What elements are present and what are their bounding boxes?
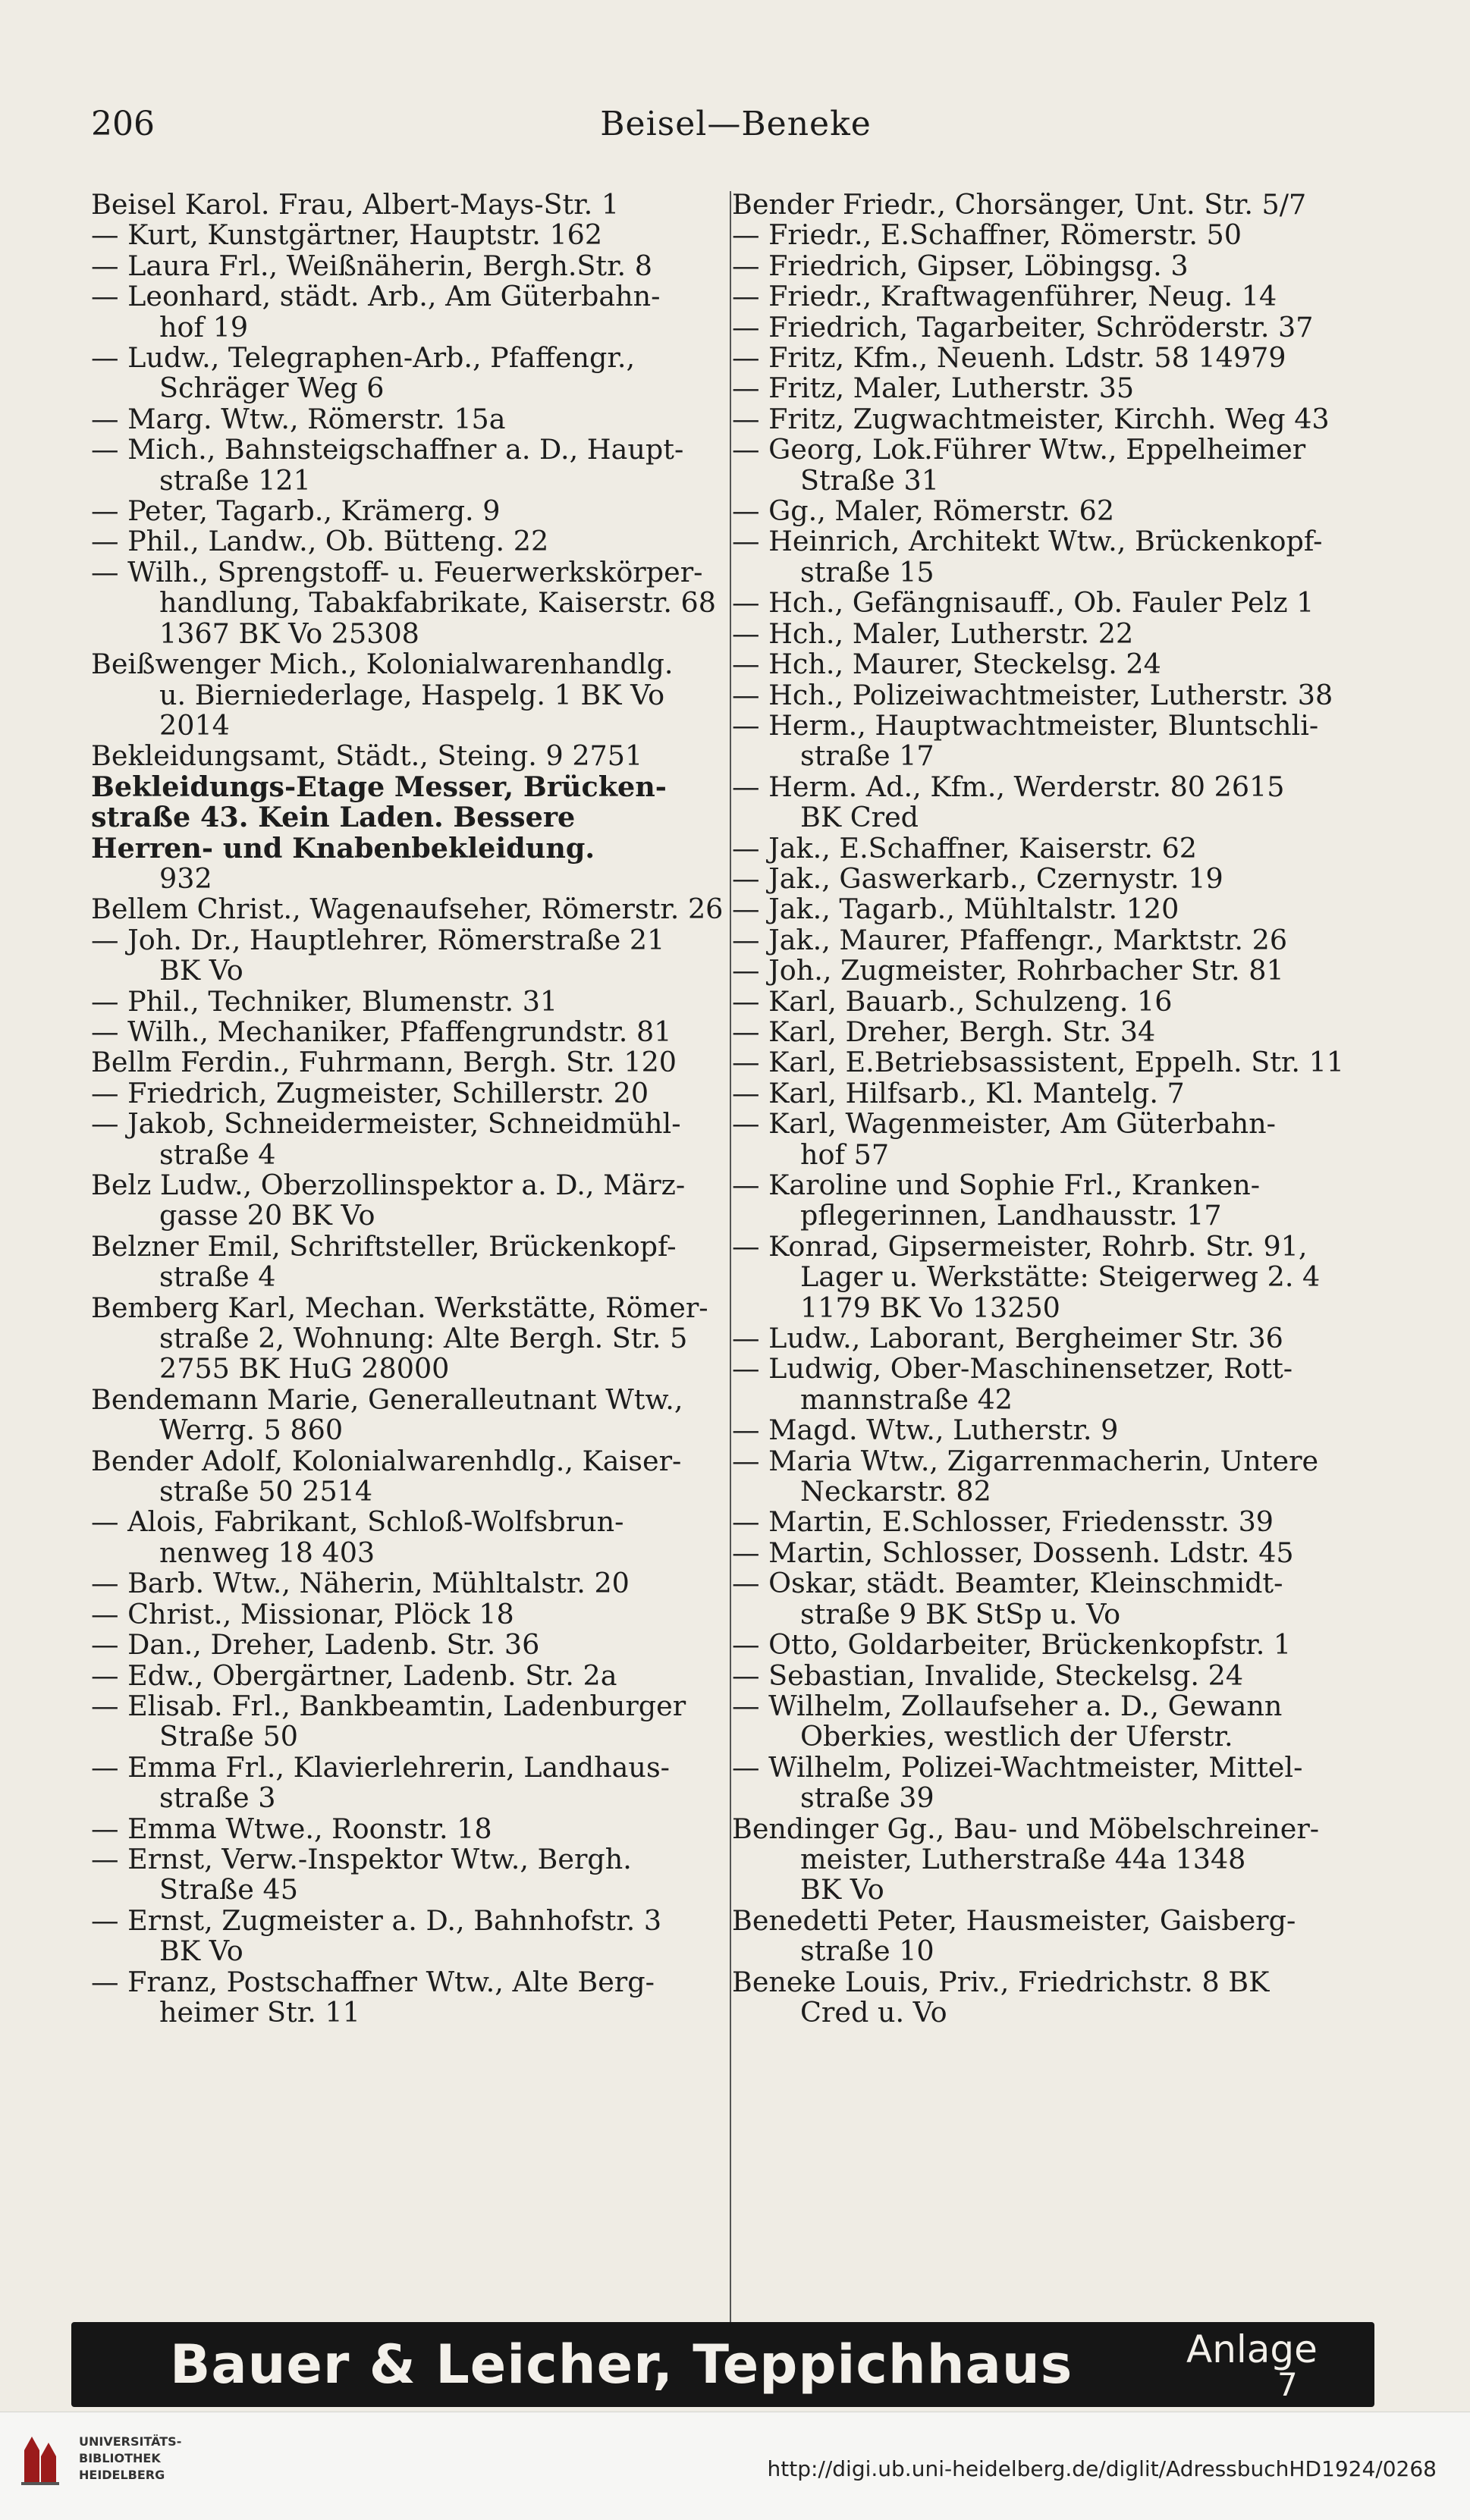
directory-entry: — Marg. Wtw., Römerstr. 15a	[91, 403, 506, 435]
banner-anlage-number: 7	[1277, 2366, 1298, 2403]
left-column	[91, 190, 736, 2028]
directory-entry: Straße 50	[159, 1721, 298, 1753]
page-number: 206	[91, 105, 155, 143]
directory-entry: — Ernst, Verw.-Inspektor Wtw., Bergh.	[91, 1844, 632, 1875]
directory-entry: — Oskar, städt. Beamter, Kleinschmidt-	[732, 1568, 1283, 1599]
directory-entry: — Phil., Landw., Ob. Bütteng. 22	[91, 526, 549, 557]
directory-entry: pflegerinnen, Landhausstr. 17	[800, 1200, 1222, 1232]
directory-entry: mannstraße 42	[800, 1384, 1013, 1416]
directory-entry: straße 15	[800, 557, 934, 588]
directory-entry: — Hch., Gefängnisauff., Ob. Fauler Pelz 1	[732, 588, 1315, 619]
directory-entry: 1179 BK Vo 13250	[800, 1292, 1060, 1324]
directory-entry: heimer Str. 11	[159, 1997, 360, 2029]
directory-entry: — Jak., Gaswerkarb., Czernystr. 19	[732, 863, 1223, 895]
directory-entry: Bendemann Marie, Generalleutnant Wtw.,	[91, 1384, 683, 1416]
directory-entry: — Franz, Postschaffner Wtw., Alte Berg-	[91, 1966, 655, 1997]
logo-line: HEIDELBERG	[79, 2468, 165, 2482]
directory-entry: — Fritz, Kfm., Neuenh. Ldstr. 58 14979	[732, 343, 1286, 374]
directory-entry: — Wilhelm, Polizei-Wachtmeister, Mittel-	[732, 1752, 1303, 1784]
directory-entry: — Elisab. Frl., Bankbeamtin, Ladenburger	[91, 1690, 686, 1722]
directory-entry: Beisel Karol. Frau, Albert-Mays-Str. 1	[91, 190, 620, 221]
directory-entry: — Karl, Wagenmeister, Am Güterbahn-	[732, 1109, 1276, 1140]
directory-entry: Bekleidungsamt, Städt., Steing. 9 2751	[91, 741, 643, 772]
directory-entry: Belz Ludw., Oberzollinspektor a. D., März-	[91, 1170, 686, 1201]
directory-entry: Lager u. Werkstätte: Steigerweg 2. 4	[800, 1262, 1321, 1293]
directory-entry: — Emma Wtwe., Roonstr. 18	[91, 1813, 492, 1844]
directory-entry: — Peter, Tagarb., Krämerg. 9	[91, 496, 501, 527]
banner-text: Bauer & Leicher, Teppichhaus	[170, 2333, 1073, 2396]
directory-entry: — Ludw., Laborant, Bergheimer Str. 36	[732, 1323, 1283, 1354]
directory-entry: — Friedrich, Gipser, Löbingsg. 3	[732, 250, 1189, 282]
university-library-logo-icon	[17, 2429, 62, 2490]
directory-entry: Straße 31	[800, 465, 939, 497]
directory-entry: — Karl, Dreher, Bergh. Str. 34	[732, 1016, 1156, 1048]
directory-entry: handlung, Tabakfabrikate, Kaiserstr. 68	[159, 588, 716, 619]
directory-entry: gasse 20 BK Vo	[159, 1200, 375, 1232]
page-header	[91, 105, 1380, 158]
directory-entry: — Alois, Fabrikant, Schloß-Wolfsbrun-	[91, 1507, 624, 1538]
banner-anlage-label: Anlage	[1186, 2327, 1318, 2371]
column-divider	[730, 191, 731, 2330]
directory-entry: Werrg. 5 860	[159, 1415, 344, 1446]
directory-entry: BK Vo	[800, 1875, 884, 1906]
directory-entry: straße 2, Wohnung: Alte Bergh. Str. 5	[159, 1323, 688, 1354]
directory-entry: — Magd. Wtw., Lutherstr. 9	[732, 1415, 1119, 1446]
directory-entry: straße 50 2514	[159, 1477, 373, 1508]
directory-entry: straße 121	[159, 465, 311, 497]
directory-entry: — Hch., Maler, Lutherstr. 22	[732, 618, 1134, 650]
directory-entry: — Jak., Maurer, Pfaffengr., Marktstr. 26	[732, 924, 1288, 956]
directory-entry: — Leonhard, städt. Arb., Am Güterbahn-	[91, 281, 661, 312]
directory-entry: BK Vo	[159, 1936, 243, 1967]
directory-entry: straße 10	[800, 1936, 934, 1967]
directory-entry: — Friedrich, Tagarbeiter, Schröderstr. 37	[732, 312, 1314, 344]
directory-entry: — Edw., Obergärtner, Ladenb. Str. 2a	[91, 1660, 617, 1691]
directory-entry: Bellm Ferdin., Fuhrmann, Bergh. Str. 120	[91, 1047, 677, 1078]
directory-entry: — Karl, E.Betriebsassistent, Eppelh. Str. 11	[732, 1047, 1345, 1078]
directory-entry: 2755 BK HuG 28000	[159, 1354, 450, 1385]
directory-entry: — Martin, Schlosser, Dossenh. Ldstr. 45	[732, 1537, 1294, 1569]
directory-entry: Straße 45	[159, 1875, 298, 1906]
directory-entry: — Georg, Lok.Führer Wtw., Eppelheimer	[732, 435, 1306, 466]
directory-entry: — Hch., Maurer, Steckelsg. 24	[732, 649, 1161, 680]
directory-entry: — Joh. Dr., Hauptlehrer, Römerstraße 21	[91, 924, 665, 956]
directory-entry: Herren- und Knabenbekleidung.	[91, 833, 595, 864]
directory-entry: — Friedrich, Zugmeister, Schillerstr. 20	[91, 1078, 649, 1109]
right-column	[732, 190, 1377, 2028]
directory-entry: 2014	[159, 710, 230, 742]
directory-entry: Bemberg Karl, Mechan. Werkstätte, Römer-	[91, 1292, 708, 1324]
directory-entry: straße 9 BK StSp u. Vo	[800, 1599, 1121, 1630]
directory-entry: — Barb. Wtw., Näherin, Mühltalstr. 20	[91, 1568, 630, 1599]
directory-entry: — Sebastian, Invalide, Steckelsg. 24	[732, 1660, 1244, 1691]
directory-entry: — Dan., Dreher, Ladenb. Str. 36	[91, 1630, 540, 1661]
directory-entry: BK Cred	[800, 802, 919, 833]
directory-entry: — Gg., Maler, Römerstr. 62	[732, 496, 1115, 527]
directory-entry: — Karl, Bauarb., Schulzeng. 16	[732, 986, 1173, 1017]
directory-entry: — Jakob, Schneidermeister, Schneidmühl-	[91, 1109, 681, 1140]
viewer-footer	[0, 2412, 1470, 2520]
directory-entry: — Wilh., Mechaniker, Pfaffengrundstr. 81	[91, 1016, 672, 1048]
directory-entry: Oberkies, westlich der Uferstr.	[800, 1721, 1233, 1753]
directory-entry: — Mich., Bahnsteigschaffner a. D., Haupt-	[91, 435, 684, 466]
directory-entry: — Christ., Missionar, Plöck 18	[91, 1599, 514, 1630]
directory-entry: Bender Friedr., Chorsänger, Unt. Str. 5/7	[732, 190, 1307, 221]
directory-entry: hof 19	[159, 312, 249, 344]
directory-entry: — Ludw., Telegraphen-Arb., Pfaffengr.,	[91, 343, 636, 374]
directory-entry: — Joh., Zugmeister, Rohrbacher Str. 81	[732, 956, 1284, 987]
directory-entry: Bekleidungs-Etage Messer, Brücken-	[91, 771, 667, 803]
directory-entry: Neckarstr. 82	[800, 1477, 991, 1508]
directory-entry: straße 4	[159, 1139, 276, 1170]
directory-entry: — Herm. Ad., Kfm., Werderstr. 80 2615	[732, 771, 1285, 803]
directory-entry: Cred u. Vo	[800, 1997, 947, 2029]
directory-entry: — Phil., Techniker, Blumenstr. 31	[91, 986, 558, 1017]
directory-entry: — Fritz, Maler, Lutherstr. 35	[732, 373, 1135, 404]
advertisement-banner	[71, 2322, 1374, 2407]
directory-entry: — Kurt, Kunstgärtner, Hauptstr. 162	[91, 220, 603, 251]
directory-entry: 932	[159, 863, 212, 895]
running-head: Beisel—Beneke	[600, 105, 872, 143]
directory-entry: — Jak., Tagarb., Mühltalstr. 120	[732, 894, 1179, 925]
logo-line: BIBLIOTHEK	[79, 2451, 161, 2465]
directory-entry: BK Vo	[159, 956, 243, 987]
directory-entry: u. Bierniederlage, Haspelg. 1 BK Vo	[159, 679, 665, 711]
directory-entry: — Herm., Hauptwachtmeister, Bluntschli-	[732, 710, 1319, 742]
directory-entry: — Heinrich, Architekt Wtw., Brückenkopf-	[732, 526, 1323, 557]
directory-entry: straße 3	[159, 1783, 276, 1814]
directory-entry: — Karoline und Sophie Frl., Kranken-	[732, 1170, 1261, 1201]
directory-entry: Bellem Christ., Wagenaufseher, Römerstr. 26	[91, 894, 724, 925]
directory-entry: hof 57	[800, 1139, 890, 1170]
directory-entry: — Friedr., Kraftwagenführer, Neug. 14	[732, 281, 1277, 312]
directory-entry: 1367 BK Vo 25308	[159, 618, 419, 650]
directory-entry: — Fritz, Zugwachtmeister, Kirchh. Weg 43	[732, 403, 1330, 435]
logo-line: UNIVERSITÄTS-	[79, 2434, 182, 2449]
directory-entry: — Otto, Goldarbeiter, Brückenkopfstr. 1	[732, 1630, 1292, 1661]
directory-entry: straße 17	[800, 741, 934, 772]
permalink-url[interactable]: http://digi.ub.uni-heidelberg.de/diglit/AdressbuchHD1924/0268	[767, 2456, 1437, 2481]
directory-entry: — Ludwig, Ober-Maschinensetzer, Rott-	[732, 1354, 1293, 1385]
directory-entry: Benedetti Peter, Hausmeister, Gaisberg-	[732, 1905, 1296, 1937]
directory-entry: — Wilh., Sprengstoff- u. Feuerwerkskörper-	[91, 557, 703, 588]
directory-entry: meister, Lutherstraße 44a 1348	[800, 1844, 1246, 1875]
directory-entry: Beißwenger Mich., Kolonialwarenhandlg.	[91, 649, 674, 680]
directory-entry: — Laura Frl., Weißnäherin, Bergh.Str. 8	[91, 250, 652, 282]
directory-entry: — Konrad, Gipsermeister, Rohrb. Str. 91,	[732, 1231, 1308, 1263]
directory-entry: — Hch., Polizeiwachtmeister, Lutherstr. 38	[732, 679, 1333, 711]
directory-entry: — Martin, E.Schlosser, Friedensstr. 39	[732, 1507, 1274, 1538]
directory-entry: Beneke Louis, Priv., Friedrichstr. 8 BK	[732, 1966, 1270, 1997]
directory-entry: — Jak., E.Schaffner, Kaiserstr. 62	[732, 833, 1198, 864]
directory-entry: straße 39	[800, 1783, 934, 1814]
directory-entry: Belzner Emil, Schriftsteller, Brückenkopf-	[91, 1231, 677, 1263]
directory-entry: — Friedr., E.Schaffner, Römerstr. 50	[732, 220, 1242, 251]
directory-entry: Bendinger Gg., Bau- und Möbelschreiner-	[732, 1813, 1320, 1844]
directory-entry: Bender Adolf, Kolonialwarenhdlg., Kaiser-	[91, 1445, 682, 1477]
library-logo-text	[79, 2434, 246, 2484]
directory-entry: — Ernst, Zugmeister a. D., Bahnhofstr. 3	[91, 1905, 662, 1937]
directory-entry: — Maria Wtw., Zigarrenmacherin, Untere	[732, 1445, 1319, 1477]
directory-entry: nenweg 18 403	[159, 1537, 375, 1569]
directory-entry: — Karl, Hilfsarb., Kl. Mantelg. 7	[732, 1078, 1185, 1109]
directory-entry: straße 4	[159, 1262, 276, 1293]
directory-entry: — Wilhelm, Zollaufseher a. D., Gewann	[732, 1690, 1283, 1722]
directory-entry: straße 43. Kein Laden. Bessere	[91, 802, 576, 833]
directory-entry: Schräger Weg 6	[159, 373, 385, 404]
directory-entry: — Emma Frl., Klavierlehrerin, Landhaus-	[91, 1752, 671, 1784]
